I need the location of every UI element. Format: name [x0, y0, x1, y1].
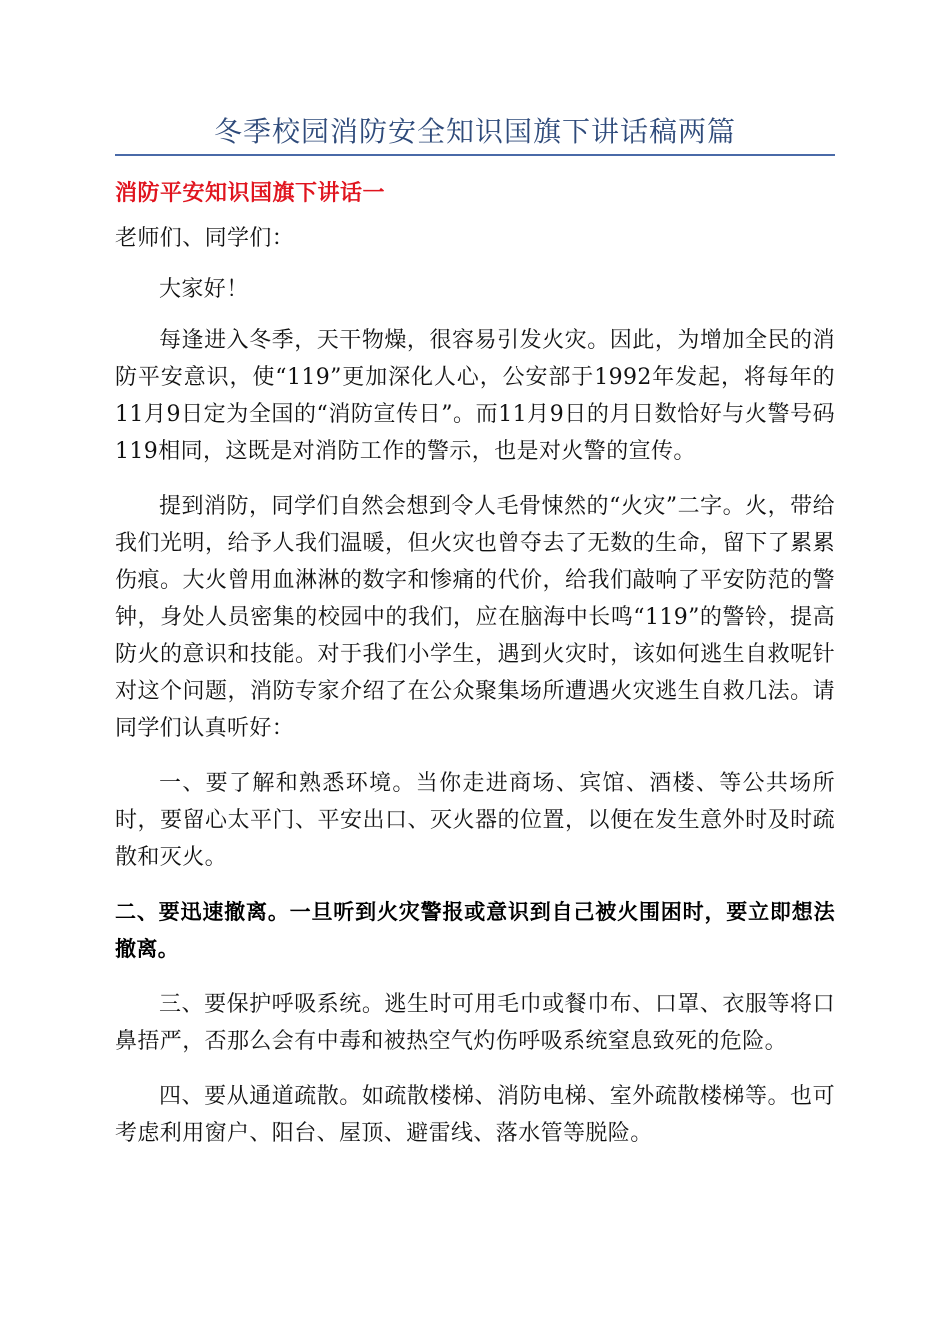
greeting-line: 老师们、同学们：: [115, 226, 295, 251]
hello-line: 大家好！: [159, 277, 249, 302]
paragraph-fire-awareness: 提到消防，同学们自然会想到令人毛骨悚然的“火灾”二字。火，带给我们光明，给予人我们温暖，但火灾也曾夺去了无数的生命，留下了累累伤痕。大火曾用血淋淋的数字和惨痛的代价，给我们敲响了平安防范的警钟，身处人员密集的校园中的我们，应在脑海中长鸣“119”的警铃，提高防火的意识和技能。对于我们小学生，遇到火灾时，该如何逃生自救呢针对这个问题，消防专家介绍了在公众聚集场所遭遇火灾逃生自救几法。请同学们认真听好：: [115, 494, 835, 741]
document-body: [115, 174, 835, 1170]
point-four: 四、要从通道疏散。如疏散楼梯、消防电梯、室外疏散楼梯等。也可考虑利用窗户、阳台、屋顶、避雷线、落水管等脱险。: [115, 1084, 835, 1146]
point-two-bold: 二、要迅速撤离。一旦听到火灾警报或意识到自己被火围困时，要立即想法撤离。: [115, 900, 835, 961]
point-one: 一、要了解和熟悉环境。当你走进商场、宾馆、酒楼、等公共场所时，要留心太平门、平安出口、灭火器的位置，以便在发生意外时及时疏散和灭火。: [115, 771, 835, 870]
paragraph-fire-day: 每逢进入冬季，天干物燥，很容易引发火灾。因此，为增加全民的消防平安意识，使“119”更加深化人心，公安部于1992年发起，将每年的11月9日定为全国的“消防宣传日”。而11月9日的月日数恰好与火警号码119相同，这既是对消防工作的警示，也是对火警的宣传。: [115, 328, 835, 464]
section-heading: 消防平安知识国旗下讲话一: [115, 181, 386, 206]
point-three: 三、要保护呼吸系统。逃生时可用毛巾或餐巾布、口罩、衣服等将口鼻捂严，否那么会有中毒和被热空气灼伤呼吸系统窒息致死的危险。: [115, 992, 835, 1054]
document-title: 冬季校园消防安全知识国旗下讲话稿两篇: [213, 115, 736, 148]
title-underline: [115, 154, 835, 156]
